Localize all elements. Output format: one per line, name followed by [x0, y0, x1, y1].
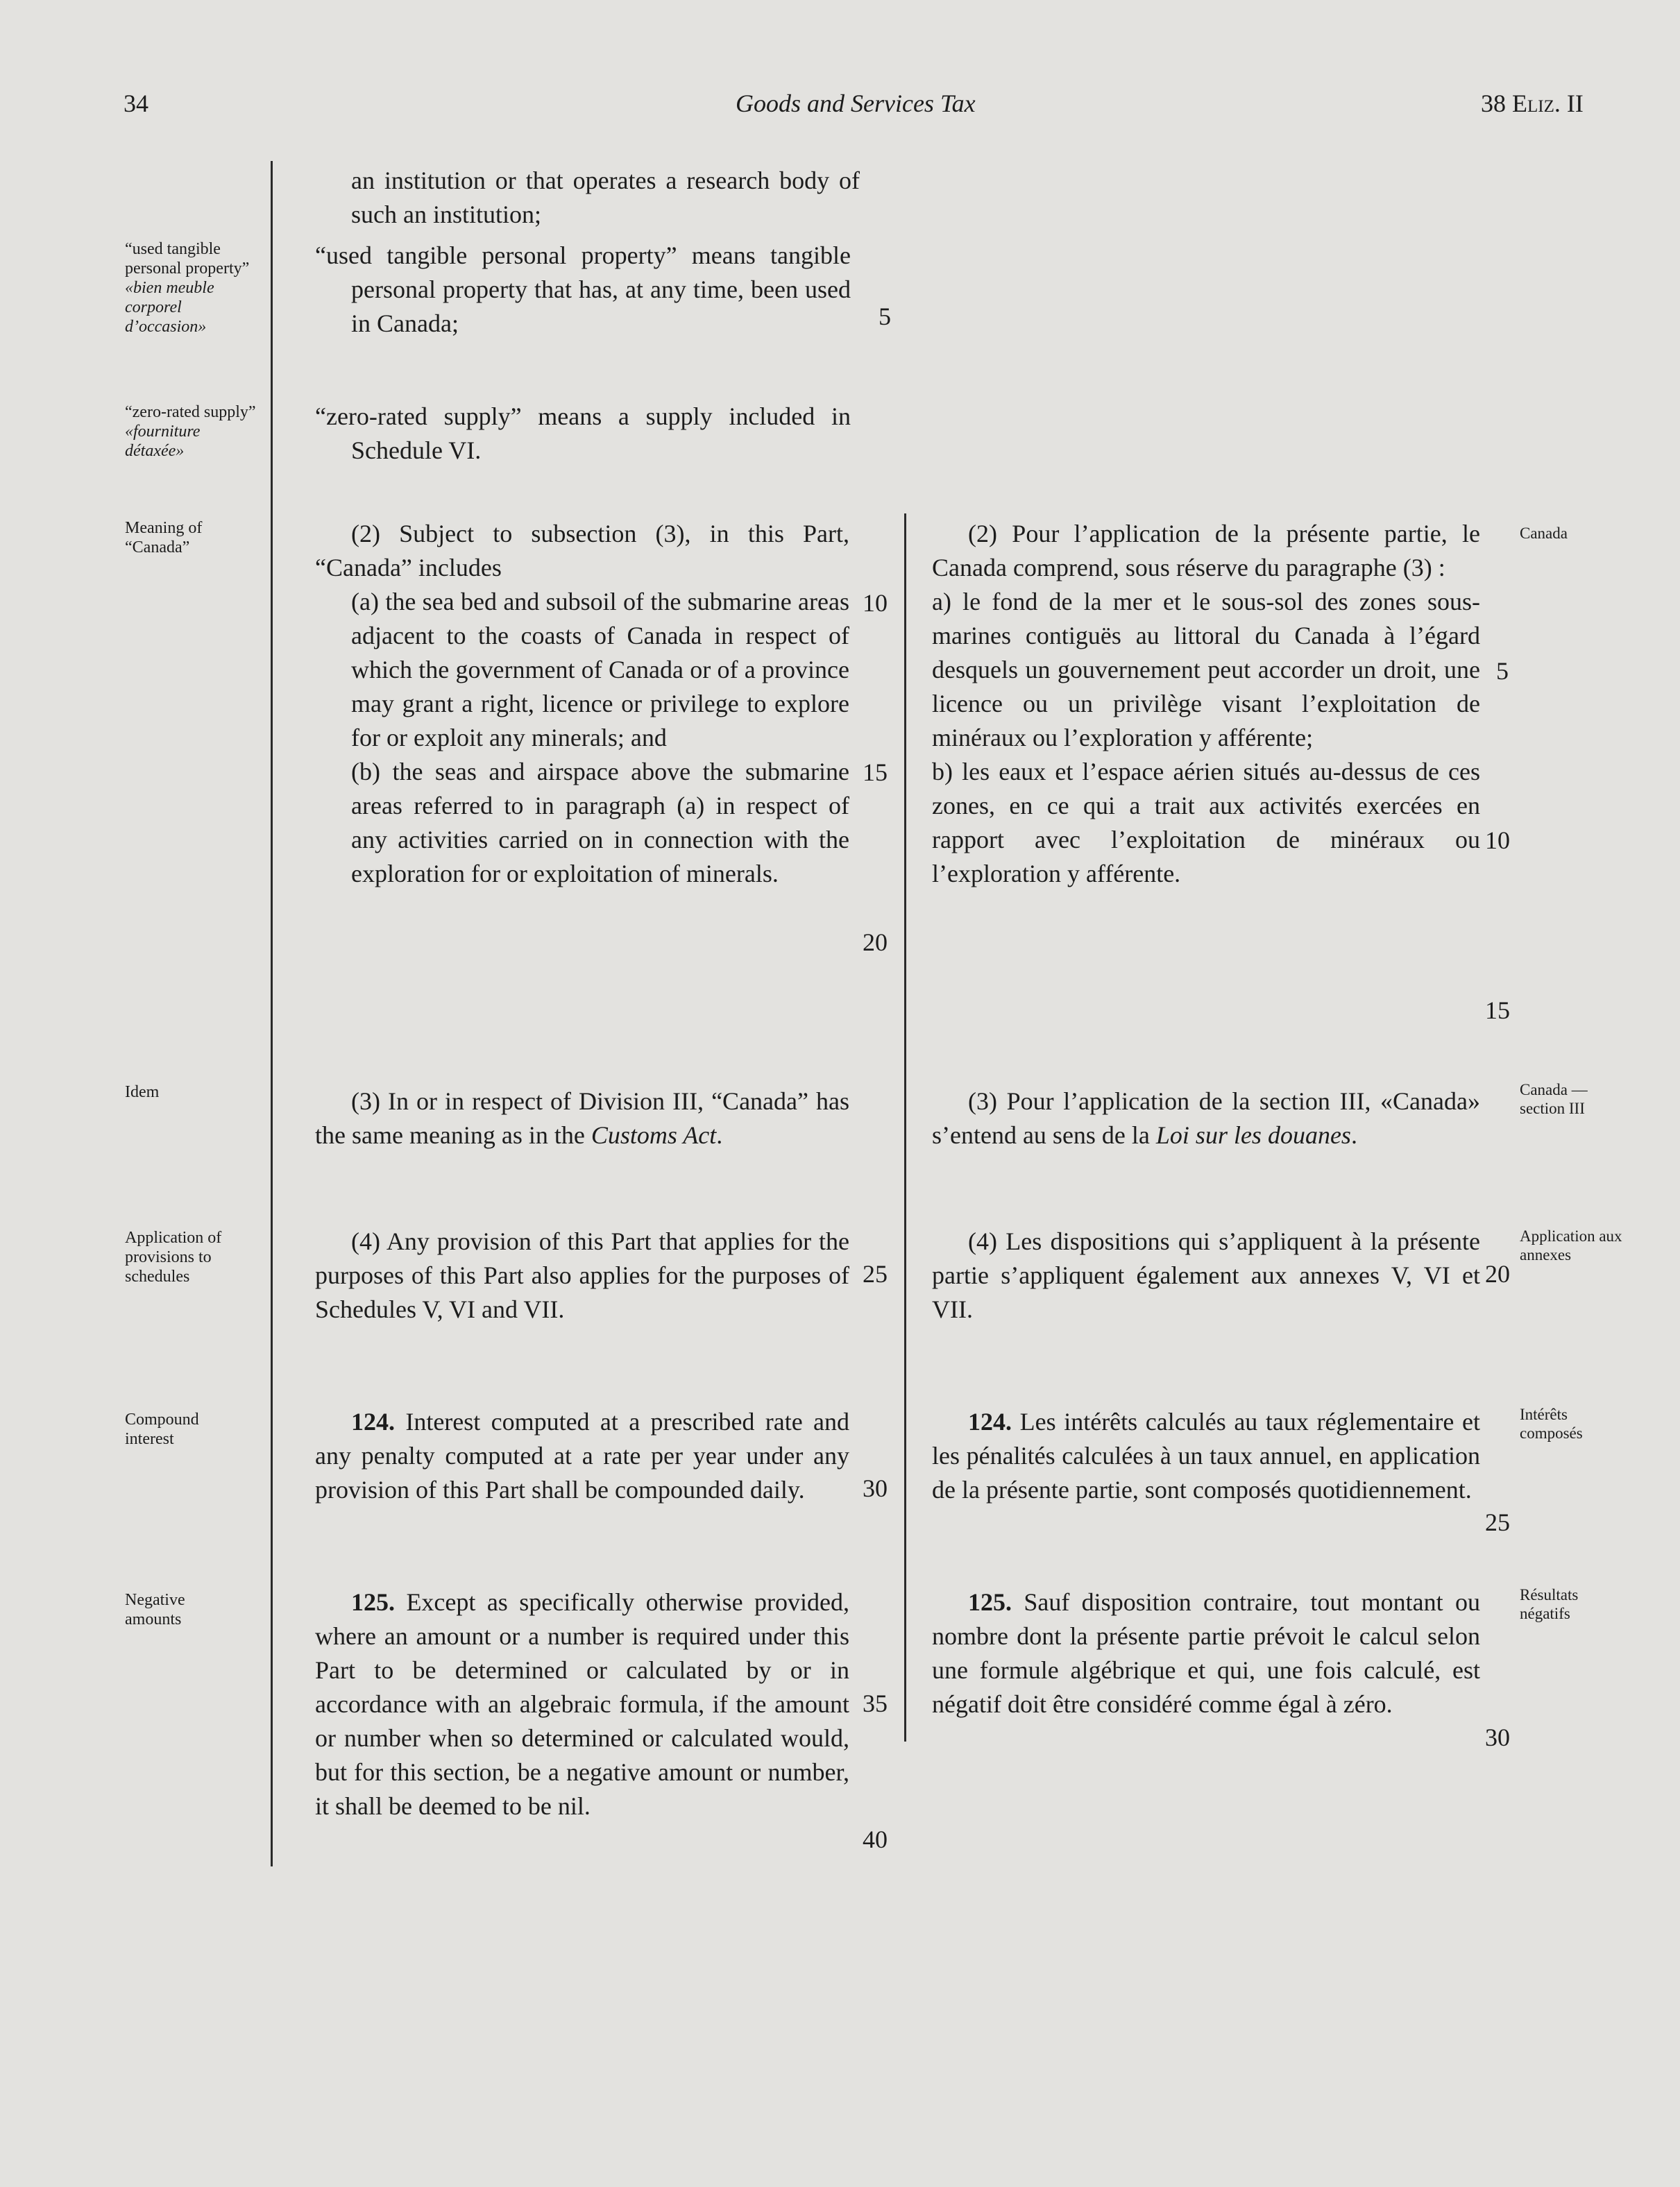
fr-section-125: 125. Sauf disposition contraire, tout montant ou nombre dont la présente partie prévoit le calcul selon une formule algébrique et qui, une fois calculé, est négatif doit être considéré comme égal à zéro. — [932, 1588, 1480, 1718]
en-line-number: 20 — [863, 928, 888, 956]
fr-line-number: 10 — [1485, 826, 1510, 854]
margin-note-used-property: “used tangible personal property” «bien meuble corporel d’occasion» — [125, 240, 250, 336]
page-title: Goods and Services Tax — [736, 90, 976, 117]
left-margin-rule — [271, 161, 273, 1866]
en-line-number: 40 — [863, 1826, 888, 1853]
fr-line-number: 20 — [1485, 1260, 1510, 1288]
en-line-number: 30 — [863, 1474, 888, 1502]
en-line-number: 5 — [879, 303, 891, 330]
fr-margin-note-negatifs: Résultats négatifs — [1520, 1586, 1579, 1622]
en-subsection-2: (2) Subject to subsection (3), in this Part, “Canada” includes (a) the sea bed and subsoil of the submarine areas adjacent to the coasts of Canada in respect of which the government of Canada or of a province may grant a right, licence or privilege to explore for or exploit any minerals; and (b) the seas and airspace above the submarine areas referred to in paragraph (a) in respect of any activities carried on in connection with the exploration for or exploitation of minerals. — [315, 520, 849, 887]
fr-subsection-2: (2) Pour l’application de la présente partie, le Canada comprend, sous réserve du paragraphe (3) : a) le fond de la mer et le sous-sol des zones sous-marines contiguës au littoral du Canada à l’égard desquels un gouvernement peut accorder un droit, une licence ou un privilège visant l’exploitation de minéraux ou l’exploration y afférente; b) les eaux et l’espace aérien situés au-dessus de ces zones, en ce qui a trait aux activités exercées en rapport avec l’exploitation de minéraux ou l’exploration y afférente. — [932, 520, 1480, 887]
center-column-rule — [904, 513, 906, 1742]
en-subsection-4: (4) Any provision of this Part that applies for the purposes of this Part also applies for the purposes of Schedules V, VI and VII. — [315, 1227, 849, 1323]
margin-note-compound: Compound interest — [125, 1411, 199, 1448]
en-def-used-property: “used tangible personal property” means tangible personal property that has, at any time, been used in Canada; — [315, 241, 851, 337]
fr-margin-note-canada: Canada — [1520, 525, 1568, 542]
en-line-number: 25 — [863, 1260, 888, 1288]
fr-line-number: 30 — [1485, 1724, 1510, 1751]
margin-note-meaning-canada: Meaning of “Canada” — [125, 519, 203, 556]
margin-note-idem: Idem — [125, 1083, 160, 1101]
regnal-year: 38 Eliz. II — [1481, 90, 1584, 117]
en-def-zero-rated: “zero-rated supply” means a supply included in Schedule VI. — [315, 402, 851, 464]
en-subsection-3: (3) In or in respect of Division III, “Canada” has the same meaning as in the Customs Act. — [315, 1087, 849, 1149]
fr-section-124: 124. Les intérêts calculés au taux réglementaire et les pénalités calculées à un taux annuel, en application de la présente partie, sont composés quotidiennement. — [932, 1408, 1480, 1504]
fr-margin-note-annexes: Application aux annexes — [1520, 1227, 1622, 1263]
fr-line-number: 25 — [1485, 1508, 1510, 1536]
margin-note-schedules: Application of provisions to schedules — [125, 1229, 222, 1286]
en-line-number: 15 — [863, 758, 888, 786]
margin-note-negative: Negative amounts — [125, 1591, 185, 1628]
en-text-continuation: an institution or that operates a research body of such an institution; — [351, 167, 860, 228]
fr-line-number: 5 — [1496, 657, 1509, 685]
fr-line-number: 15 — [1485, 996, 1510, 1024]
fr-subsection-4: (4) Les dispositions qui s’appliquent à la présente partie s’appliquent également aux annexes V, VI et VII. — [932, 1227, 1480, 1323]
margin-note-zero-rated: “zero-rated supply” «fourniture détaxée» — [125, 403, 256, 460]
fr-margin-note-interets: Intérêts composés — [1520, 1406, 1583, 1442]
fr-margin-note-section-3: Canada — section III — [1520, 1081, 1588, 1117]
en-section-125: 125. Except as specifically otherwise provided, where an amount or a number is required under this Part to be determined or calculated by or in accordance with an algebraic formula, if the amount or number when so determined or calculated would, but for this section, be a negative amount or number, it shall be deemed to be nil. — [315, 1588, 849, 1820]
en-section-124: 124. Interest computed at a prescribed rate and any penalty computed at a rate per year under any provision of this Part shall be compounded daily. — [315, 1408, 849, 1504]
en-line-number: 35 — [863, 1690, 888, 1717]
en-line-number: 10 — [863, 589, 888, 617]
page-number: 34 — [124, 90, 149, 117]
fr-subsection-3: (3) Pour l’application de la section III, «Canada» s’entend au sens de la Loi sur les douanes. — [932, 1087, 1480, 1149]
